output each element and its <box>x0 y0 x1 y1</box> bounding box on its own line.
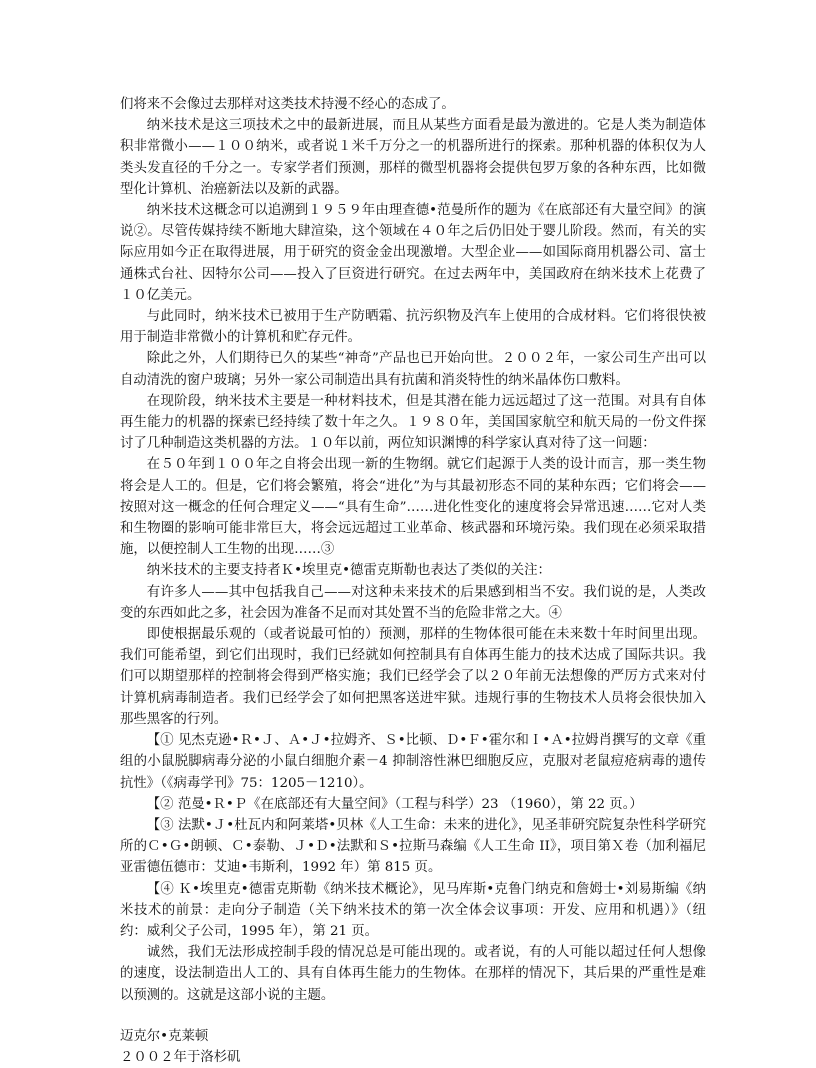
paragraph-nanotech-intro: 纳米技术是这三项技术之中的最新进展，而且从某些方面看是最为激进的。它是人类为制造体积非常微小——１００纳米，或者说１米千万分之一的机器所进行的探索。那种机器的体积仅为人类头发直径的千分之一。专家学者们预测，那样的微型机器将会提供包罗万象的各种东西，比如微型化计算机、治癌新法以及新的武器。 <box>120 118 706 197</box>
paragraph-nanotech-applications: 与此同时，纳米技术已被用于生产防晒霜、抗污织物及汽车上使用的合成材料。它们将很快被用于制造非常微小的计算机和贮存元件。 <box>120 309 706 346</box>
footnote-2: 【② 范曼•Ｒ•Ｐ《在底部还有大量空间》（工程与科学）23 （1960），第 22 页。） <box>146 796 643 812</box>
paragraph-continuation: 们将来不会像过去那样对这类技术持漫不经心的态成了。 <box>120 97 455 112</box>
quote-drexler: 有许多人——其中包括我自己——对这种未来技术的后果感到相当不安。我们说的是，人类改变的东西如此之多，社会因为准备不足而对其处置不当的危险非常之大。④ <box>120 584 706 621</box>
paragraph-nanotech-history: 纳米技术这概念可以追溯到１９５９年由理查德•范曼所作的题为《在底部还有大量空间》的演说②。尽管传媒持续不断地大肆渲染，这个领域在４０年之后仍旧处于婴儿阶段。然而，有关的实际应用如今正在取得进展，用于研究的资金金出现激增。大型企业——如国际商用机器公司、富士通株式台社、因特尔公司——投入了巨资进行研究。在过去两年中，美国政府在纳米技术上花费了１０亿美元。 <box>120 203 706 303</box>
paragraph-magic-products: 除此之外，人们期待已久的某些“神奇”产品也已开始向世。２００２年，一家公司生产出可以自动清洗的窗户玻璃；另外一家公司制造出具有抗菌和消炎特性的纳米晶体伤口敷料。 <box>120 351 706 388</box>
signature-date-place: ２００２年于洛杉矶 <box>120 1049 241 1065</box>
spacer <box>120 1006 706 1026</box>
paragraph-drexler-intro: 纳米技术的主要支持者Ｋ•埃里克•德雷克斯勒也表达了类似的关注： <box>146 563 551 579</box>
footnote-4: 【④ Ｋ•埃里克•德雷克斯勒《纳米技术概论》，见马库斯•克鲁门纳克和詹姆士•刘易斯编《纳米技术的前景：走向分子制造（关下纳米技术的第一次全体会议事项：开发、应用和机遇）》（纽约：威利父子公司，1995 年），第 21 页。 <box>120 881 706 939</box>
footnote-3: 【③ 法默•Ｊ•杜瓦内和阿莱塔•贝林《人工生命：未来的进化》，见圣菲研究院复杂性科学研究所的Ｃ•Ｇ•朗顿、Ｃ•泰勒、Ｊ•Ｄ•法默和Ｓ•拉斯马森编《人工生命 II》，项目第Ｘ卷（加利福尼亚雷德伍德市：艾迪•韦斯利，1992 年）第 815 页。 <box>120 817 706 876</box>
footnote-1: 【① 见杰克逊•Ｒ•Ｊ、Ａ•Ｊ•拉姆齐、Ｓ•比顿、Ｄ•Ｆ•霍尔和Ｉ•Ａ•拉姆肖撰写的文章《重组的小鼠脱脚病毒分泌的小鼠白细胞介素－4 抑制溶性淋巴细胞反应，克服对老鼠痘疮病毒的遗传抗性》（《病毒学刊》75：1205－1210）。 <box>120 733 706 791</box>
quote-new-phylum: 在５０年到１００年之自将会出现一新的生物纲。就它们起源于人类的设计而言，那一类生物将会是人工的。但是，它们将会繁殖，将会“进化”为与其最初形态不同的某种东西；它们将会——按照对这一概念的任何合理定义——“具有生命”……进化性变化的速度将会异常迅速……它对人类和生物圈的影响可能非常巨大，将会远远超过工业革命、核武器和环境污染。我们现在必须采取措施，以便控制人工生物的出现……③ <box>120 457 706 558</box>
paragraph-novel-theme: 诚然，我们无法形成控制手段的情况总是可能出现的。或者说，有的人可能以超过任何人想像的速度，设法制造出人工的、具有自体再生能力的生物体。在那样的情况下，其后果的严重性是难以预测的。这就是这部小说的主题。 <box>120 945 706 1003</box>
author-signature: 迈克尔•克莱顿 <box>120 1028 209 1044</box>
paragraph-control-consensus: 即使根据最乐观的（或者说最可怕的）预测，那样的生物体很可能在未来数十年时间里出现。我们可能希望，到它们出现时，我们已经就如何控制具有自体再生能力的技术达成了国际共识。我们可以期望那样的控制将会得到严格实施；我们已经学会了以２０年前无法想像的严厉方式来对付计算机病毒制造者。我们已经学会了如何把黑客送进牢狱。违规行事的生物技术人员将会很快加入那些黑客的行列。 <box>120 627 706 727</box>
paragraph-self-replication: 在现阶段，纳米技术主要是一种材料技术，但是其潜在能力远远超过了这一范围。对具有自体再生能力的机器的探索已经持续了数十年之久。１９８０年，美国国家航空和航天局的一份文件探讨了几种制造这类机器的方法。１０年以前，两位知识渊博的科学家认真对待了这一问题： <box>120 393 706 452</box>
